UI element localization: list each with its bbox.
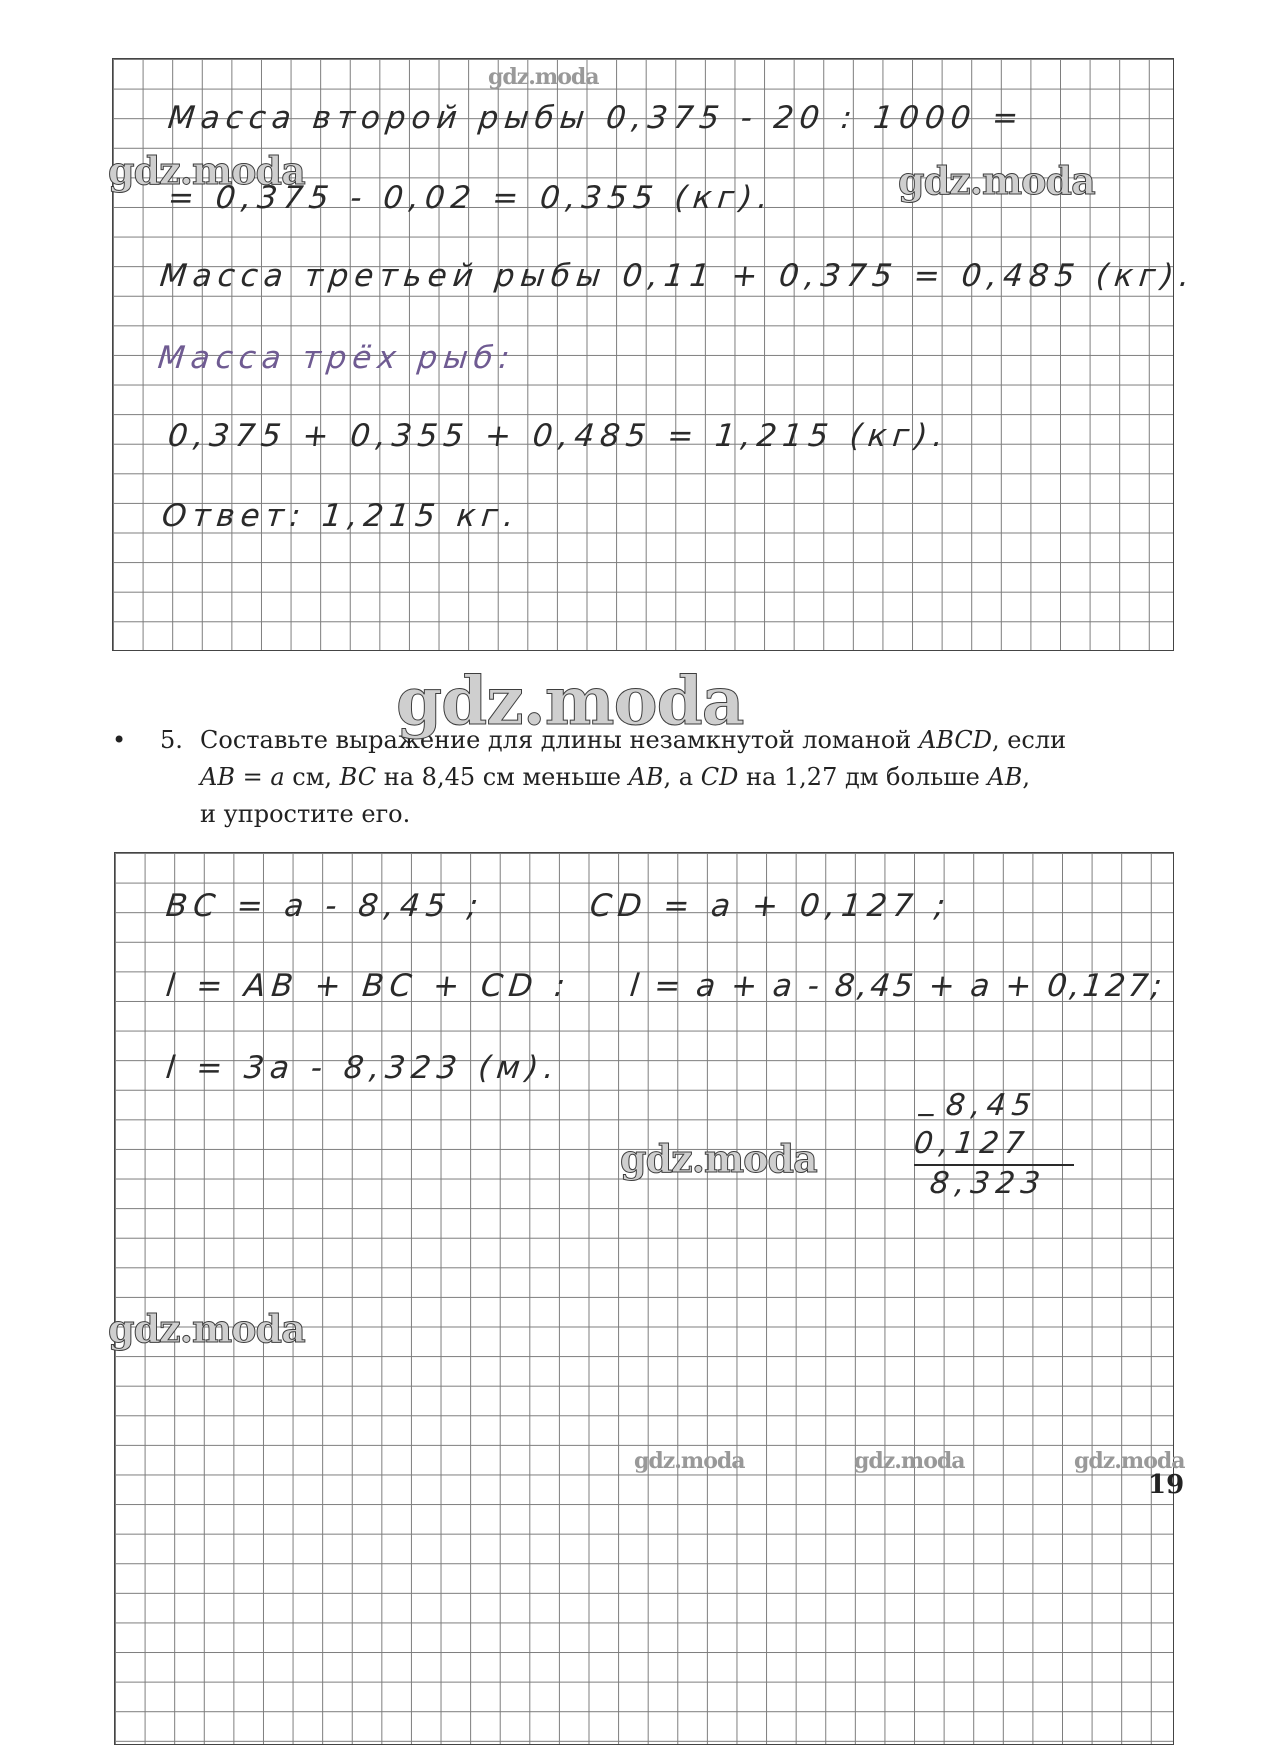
column-subtrahend: 0,127	[912, 1126, 1032, 1161]
cd-expression: CD = a + 0,127 ;	[588, 888, 953, 924]
watermark-text: gdz.moda	[898, 158, 1095, 203]
watermark-text: gdz.moda	[634, 1448, 745, 1474]
length-sum: l = AB + BC + CD :	[164, 968, 573, 1004]
watermark-text: gdz.moda	[396, 662, 744, 740]
task-line-3: и упростите его.	[200, 800, 411, 828]
column-minuend: 8,45	[944, 1088, 1039, 1123]
solution-answer: Ответ: 1,215 кг.	[160, 498, 522, 534]
bc-expression: BC = a - 8,45 ;	[164, 888, 486, 924]
task-number: 5.	[160, 726, 183, 754]
task-line-2: AB = a см, BC на 8,45 см меньше AB, а CD на 1,27 дм больше AB,	[200, 763, 1031, 791]
solution-line-5: 0,375 + 0,355 + 0,485 = 1,215 (кг).	[166, 418, 951, 454]
watermark-text: gdz.moda	[488, 64, 599, 90]
watermark-text: gdz.moda	[1074, 1448, 1185, 1474]
task-line-1: Составьте выражение для длины незамкнутой ломаной ABCD, если	[200, 726, 1067, 754]
solution-line-2: = 0,375 - 0,02 = 0,355 (кг).	[166, 180, 776, 216]
column-result: 8,323	[928, 1166, 1048, 1201]
length-result: l = 3a - 8,323 (м).	[164, 1050, 562, 1086]
watermark-text: gdz.moda	[854, 1448, 965, 1474]
solution-line-1: Масса второй рыбы 0,375 - 20 : 1000 =	[166, 100, 1027, 136]
page-number: 19	[1148, 1470, 1185, 1500]
task-bullet: •	[112, 726, 127, 754]
length-expanded: l = a + a - 8,45 + a + 0,127;	[628, 968, 1167, 1004]
watermark-text: gdz.moda	[620, 1136, 817, 1181]
column-minus-sign: _	[918, 1082, 943, 1117]
watermark-text: gdz.moda	[108, 148, 305, 193]
solution-line-4: Масса трёх рыб:	[156, 340, 518, 376]
solution-line-3: Масса третьей рыбы 0,11 + 0,375 = 0,485 (кг).	[158, 258, 1198, 294]
watermark-text: gdz.moda	[108, 1306, 305, 1351]
